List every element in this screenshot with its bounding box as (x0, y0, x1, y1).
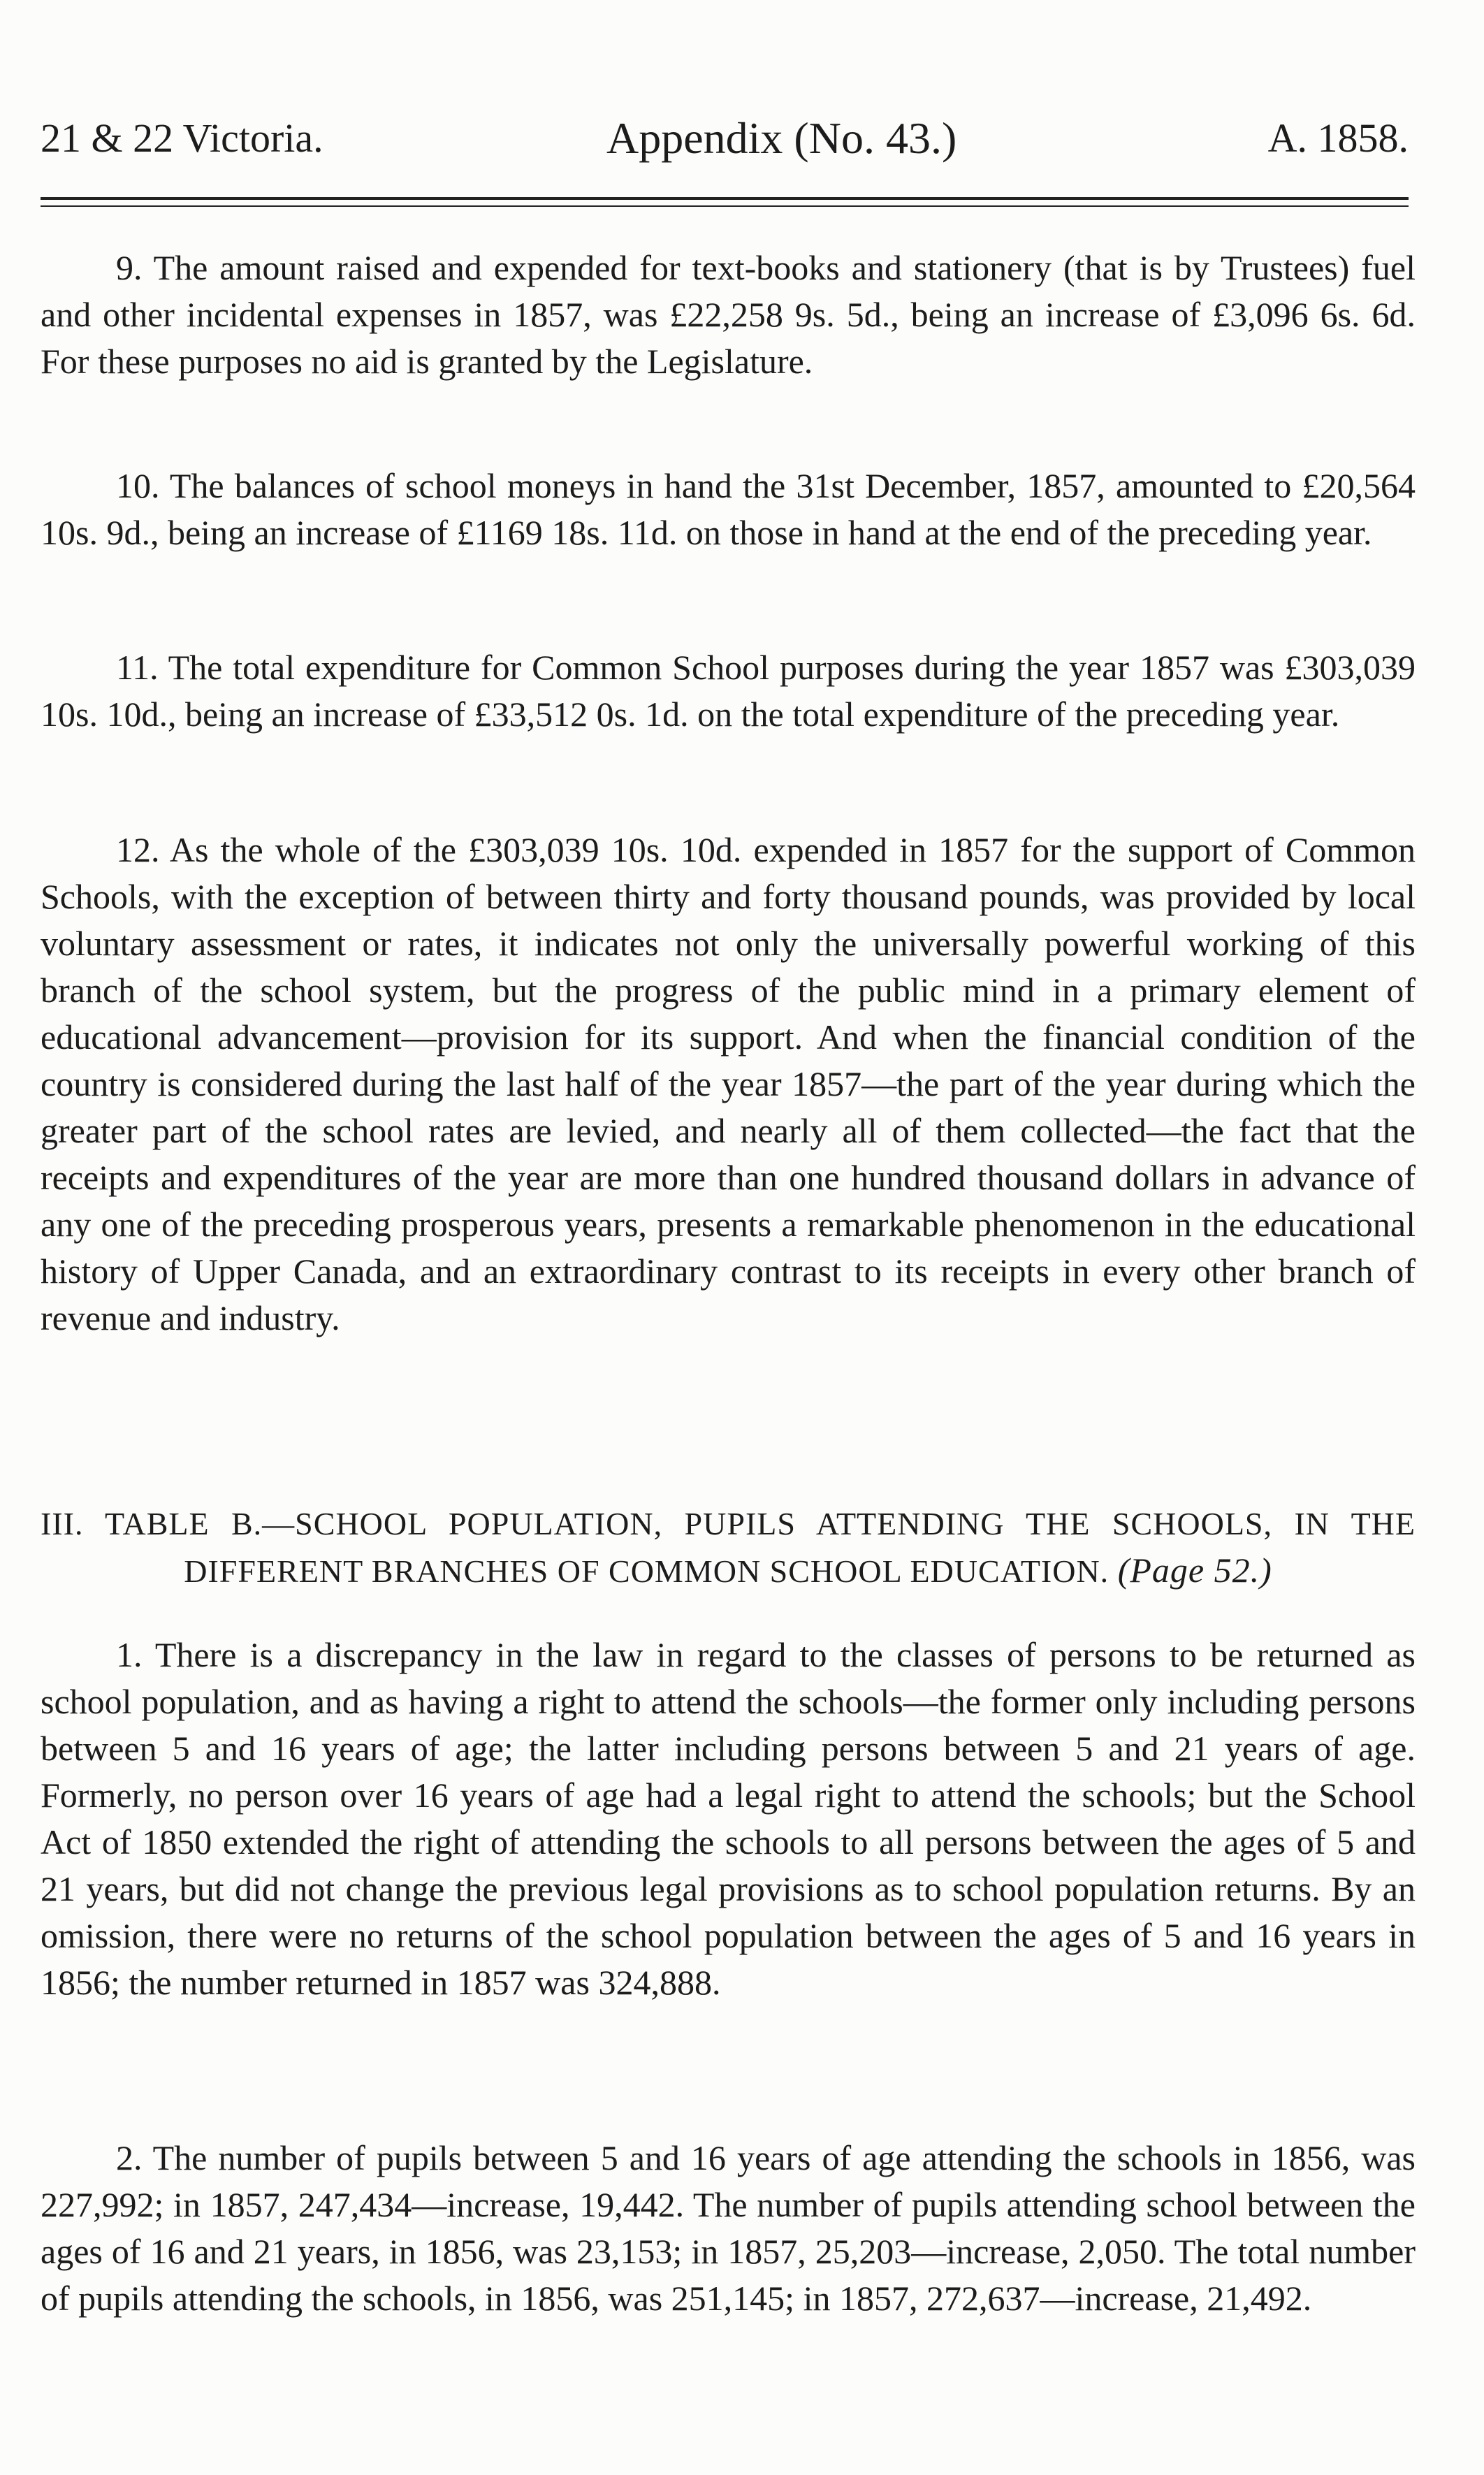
section-page-reference: (Page 52.) (1117, 1551, 1272, 1590)
running-header (41, 110, 1409, 166)
paragraph-9 (41, 245, 1416, 385)
paragraph-10 (41, 463, 1416, 556)
section-paragraph-1-text: 1. There is a discrepancy in the law in regard to the classes of persons to be returned as school population, and as having a right to attend the schools—the former only including persons between 5 and 16 years of age; the latter including persons between 5 and 21 years of age. Formerly, no person over 16 years of age had a legal right to attend the schools; but the School Act of 1850 extended the right of attending the schools to all persons between the ages of 5 and 21 years, but did not change the previous legal provisions as to school population returns. By an omission, there were no returns of the school population between the ages of 5 and 16 years in 1856; the number returned in 1857 was 324,888. (41, 1635, 1416, 2002)
paragraph-12-text: 12. As the whole of the £303,039 10s. 10d. expended in 1857 for the support of Common Schools, with the exception of between thirty and forty thousand pounds, was provided by local voluntary assessment or rates, it indicates not only the universally powerful working of this branch of the school system, but the progress of the public mind in a primary element of educational advancement—provision for its support. And when the financial condition of the country is considered during the last half of the year 1857—the part of the year during which the greater part of the school rates are levied, and nearly all of them collected—the fact that the receipts and expenditures of the year are more than one hundred thousand dollars in advance of any one of the preceding prosperous years, presents a remarkable phenomenon in the educational history of Upper Canada, and an extraordinary contrast to its receipts in every other branch of revenue and industry. (41, 830, 1416, 1337)
section-paragraph-1 (41, 1632, 1416, 2006)
paragraph-10-text: 10. The balances of school moneys in hand the 31st December, 1857, amounted to £20,564 10s. 9d., being an increase of £1169 18s. 11d. on those in hand at the end of the preceding year. (41, 466, 1416, 552)
section-paragraph-2 (41, 2135, 1416, 2322)
section-heading-line-1: III. TABLE B.—SCHOOL POPULATION, PUPILS ATTENDING THE SCHOOLS, IN THE (41, 1506, 1416, 1541)
section-heading (41, 1501, 1416, 1595)
header-session: 21 & 22 Victoria. (41, 115, 323, 161)
paragraph-12 (41, 827, 1416, 1342)
paragraph-11 (41, 644, 1416, 738)
header-year: A. 1858. (1267, 115, 1409, 161)
header-rule (41, 197, 1409, 200)
paragraph-9-text: 9. The amount raised and expended for text-books and stationery (that is by Trustees) fuel and other incidental expenses in 1857, was £22,258 9s. 5d., being an increase of £3,096 6s. 6d. For these purposes no aid is granted by the Legislature. (41, 248, 1416, 381)
paragraph-11-text: 11. The total expenditure for Common School purposes during the year 1857 was £303,039 10s. 10d., being an increase of £33,512 0s. 1d. on the total expenditure of the preceding year. (41, 648, 1416, 734)
section-paragraph-2-text: 2. The number of pupils between 5 and 16 years of age attending the schools in 1856, was 227,992; in 1857, 247,434—increase, 19,442. The number of pupils attending school between the ages of 16 and 21 years, in 1856, was 23,153; in 1857, 25,203—increase, 2,050. The total number of pupils attending the schools, in 1856, was 251,145; in 1857, 272,637—increase, 21,492. (41, 2138, 1416, 2318)
section-heading-subtitle: DIFFERENT BRANCHES OF COMMON SCHOOL EDUCATION. (184, 1553, 1110, 1589)
section-heading-line-2 (41, 1547, 1416, 1595)
header-rule-thin (41, 205, 1409, 207)
header-appendix: Appendix (No. 43.) (606, 113, 957, 163)
